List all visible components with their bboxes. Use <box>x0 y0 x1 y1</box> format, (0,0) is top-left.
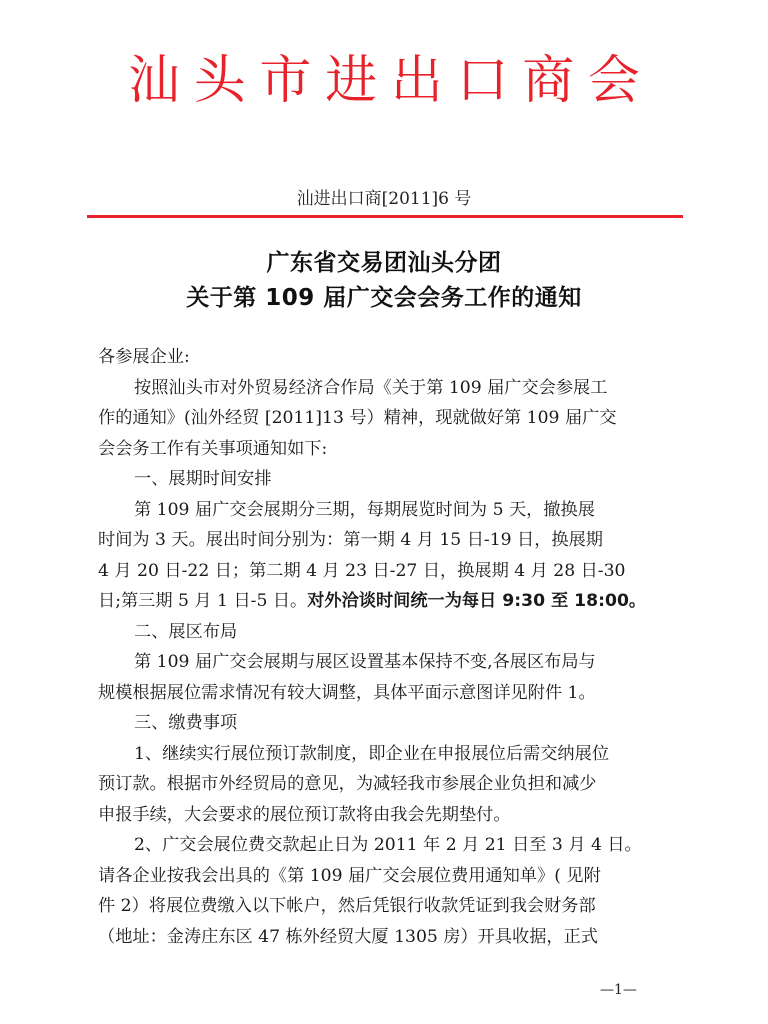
document-body <box>98 342 698 952</box>
section1-line: 时间为 3 天。展出时间分别为：第一期 4 月 15 日-19 日，换展期 <box>98 530 603 550</box>
section2-line: 规模根据展位需求情况有较大调整，具体平面示意图详见附件 1。 <box>98 682 596 703</box>
letterhead-char: 会 <box>587 51 640 111</box>
section3-item2-line: （地址：金涛庄东区 47 栋外经贸大厦 1305 房）开具收据，正式 <box>98 926 598 947</box>
section1-last-line <box>98 586 698 617</box>
section2-line: 第 109 届广交会展期与展区设置基本保持不变,各展区布局与 <box>134 652 596 672</box>
section2-heading: 二、展区布局 <box>134 621 238 642</box>
section3-item2-line: 请各企业按我会出具的《第 109 届广交会展位费用通知单》( 见附 <box>98 865 601 886</box>
org-letterhead-title <box>128 50 640 112</box>
letterhead-char: 商 <box>522 51 575 111</box>
section1-heading: 一、展期时间安排 <box>134 469 272 489</box>
section3-heading: 三、缴费事项 <box>134 713 238 733</box>
headline-line-1: 广东省交易团汕头分团 <box>266 250 502 276</box>
section1-line: 4 月 20 日-22 日；第二期 4 月 23 日-27 日，换展期 4 月 28 日-30 <box>98 560 626 581</box>
letterhead-char: 进 <box>325 51 378 111</box>
red-divider <box>87 215 683 218</box>
section3-item1-line: 1、继续实行展位预订款制度，即企业在申报展位后需交纳展位 <box>134 743 610 764</box>
headline-line-2: 关于第 109 届广交会会务工作的通知 <box>186 285 582 311</box>
letterhead-char: 市 <box>259 51 312 111</box>
intro-line: 会会务工作有关事项通知如下: <box>98 438 328 459</box>
page-number: —1— <box>600 982 637 998</box>
letterhead-char: 头 <box>193 51 246 111</box>
letterhead-char: 口 <box>456 51 509 111</box>
intro-line: 作的通知》(汕外经贸 [2011]13 号）精神，现就做好第 109 届广交 <box>98 408 617 428</box>
letterhead-char: 汕 <box>128 51 181 111</box>
section1-last-plain: 日;第三期 5 月 1 日-5 日。 <box>98 591 308 611</box>
section3-item1-line: 申报手续，大会要求的展位预订款将由我会先期垫付。 <box>98 804 511 825</box>
section1-line: 第 109 届广交会展期分三期，每期展览时间为 5 天，撤换展 <box>134 499 595 520</box>
section3-item2-line: 件 2）将展位费缴入以下帐户，然后凭银行收款凭证到我会财务部 <box>98 896 596 916</box>
letterhead-char: 出 <box>390 51 443 111</box>
document-number: 汕进出口商[2011]6 号 <box>296 189 472 209</box>
section3-item1-line: 预订款。根据市外经贸局的意见，为减轻我市参展企业负担和减少 <box>98 774 597 794</box>
salutation: 各参展企业: <box>98 347 190 367</box>
intro-line: 按照汕头市对外贸易经济合作局《关于第 109 届广交会参展工 <box>134 377 608 398</box>
section3-item2-line: 2、广交会展位费交款起止日为 2011 年 2 月 21 日至 3 月 4 日。 <box>134 835 642 855</box>
section1-last-bold: 对外洽谈时间统一为每日 9:30 至 18:00。 <box>307 591 647 611</box>
